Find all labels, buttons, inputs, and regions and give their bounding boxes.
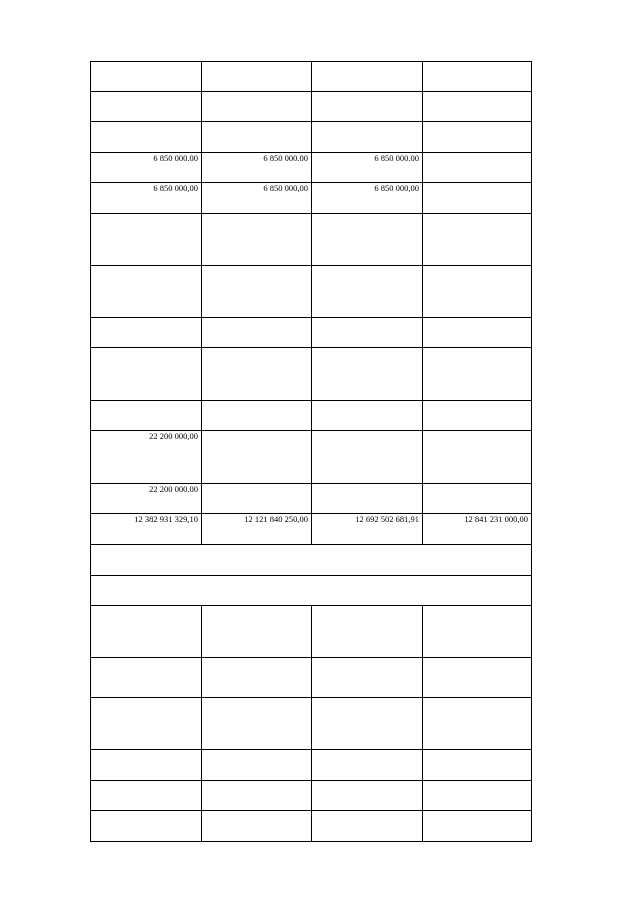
cell-text: 12 841 231 000,00 [464, 514, 528, 524]
table-cell [312, 62, 423, 92]
table-row [91, 576, 532, 606]
table-cell [312, 348, 423, 401]
table-cell [312, 183, 423, 214]
table-cell [91, 484, 202, 514]
table-cell [91, 92, 202, 122]
table-cell [202, 183, 312, 214]
table-cell [202, 750, 312, 781]
table-cell [91, 658, 202, 698]
table-cell [423, 606, 532, 658]
table-cell [423, 781, 532, 811]
table-row [91, 401, 532, 431]
table-body [91, 62, 532, 842]
table-cell [202, 348, 312, 401]
table-row [91, 484, 532, 514]
table-cell [202, 153, 312, 183]
cell-text: 12 121 840 250,00 [244, 514, 308, 524]
table-cell [202, 781, 312, 811]
table-row [91, 92, 532, 122]
table-cell [312, 606, 423, 658]
table-row [91, 781, 532, 811]
table-cell [423, 484, 532, 514]
table-cell [91, 811, 202, 842]
table-cell [312, 698, 423, 750]
table-cell [91, 122, 202, 153]
table-cell [202, 484, 312, 514]
table-cell [423, 811, 532, 842]
cell-text: 12 382 931 329,10 [134, 514, 198, 524]
table-cell [91, 606, 202, 658]
table-row [91, 750, 532, 781]
table-cell [312, 401, 423, 431]
cell-text: 12 692 502 681,91 [355, 514, 419, 524]
table-row [91, 183, 532, 214]
table-cell [312, 514, 423, 545]
table-cell [312, 318, 423, 348]
table-row [91, 811, 532, 842]
cell-text: 6 850 000,00 [153, 183, 198, 193]
table-cell [312, 658, 423, 698]
table-cell [423, 401, 532, 431]
table-cell [312, 750, 423, 781]
table-row [91, 266, 532, 318]
table-cell [91, 214, 202, 266]
table-cell [312, 811, 423, 842]
table-cell [202, 431, 312, 484]
table-cell [312, 781, 423, 811]
table-cell [91, 431, 202, 484]
table-cell [91, 153, 202, 183]
table-cell [312, 431, 423, 484]
cell-text: 6 850 000,00 [263, 183, 308, 193]
table-row [91, 62, 532, 92]
table-cell [202, 62, 312, 92]
table-row [91, 431, 532, 484]
cell-text: 22 200 000,00 [149, 431, 198, 441]
table-row [91, 348, 532, 401]
table-merged-cell [91, 545, 532, 576]
table-row [91, 545, 532, 576]
table-cell [91, 183, 202, 214]
table-cell [312, 266, 423, 318]
table-merged-cell [91, 576, 532, 606]
table-cell [423, 266, 532, 318]
table-row [91, 698, 532, 750]
table-cell [312, 122, 423, 153]
table-cell [423, 62, 532, 92]
table-cell [423, 348, 532, 401]
table-cell [312, 153, 423, 183]
table-cell [423, 750, 532, 781]
table-cell [91, 62, 202, 92]
table-cell [423, 214, 532, 266]
table-cell [202, 318, 312, 348]
table-cell [91, 698, 202, 750]
table-cell [312, 214, 423, 266]
cell-text: 6 850 000,00 [374, 183, 419, 193]
table-cell [202, 811, 312, 842]
cell-text: 6 850 000.00 [374, 153, 419, 163]
table-cell [423, 431, 532, 484]
table-cell [423, 153, 532, 183]
table-row [91, 318, 532, 348]
table-cell [312, 92, 423, 122]
data-table [90, 61, 532, 842]
table-cell [423, 122, 532, 153]
table-cell [202, 658, 312, 698]
table-row [91, 606, 532, 658]
cell-text: 6 850 000.00 [153, 153, 198, 163]
table-cell [202, 92, 312, 122]
table-cell [423, 183, 532, 214]
table-row [91, 153, 532, 183]
table-cell [91, 401, 202, 431]
table-row [91, 658, 532, 698]
table-cell [312, 484, 423, 514]
table-row [91, 122, 532, 153]
table-cell [423, 318, 532, 348]
table-row [91, 214, 532, 266]
table-cell [202, 698, 312, 750]
table-cell [423, 514, 532, 545]
table-cell [91, 781, 202, 811]
table-cell [423, 92, 532, 122]
table-cell [423, 658, 532, 698]
table-cell [91, 514, 202, 545]
table-cell [91, 750, 202, 781]
table-cell [202, 214, 312, 266]
cell-text: 22 200 000.00 [149, 484, 198, 494]
table-cell [202, 401, 312, 431]
table-cell [202, 122, 312, 153]
table-cell [91, 318, 202, 348]
table-cell [91, 348, 202, 401]
table-cell [423, 698, 532, 750]
table-cell [202, 514, 312, 545]
table-cell [202, 606, 312, 658]
table-row [91, 514, 532, 545]
table-cell [91, 266, 202, 318]
table-cell [202, 266, 312, 318]
cell-text: 6 850 000.00 [263, 153, 308, 163]
